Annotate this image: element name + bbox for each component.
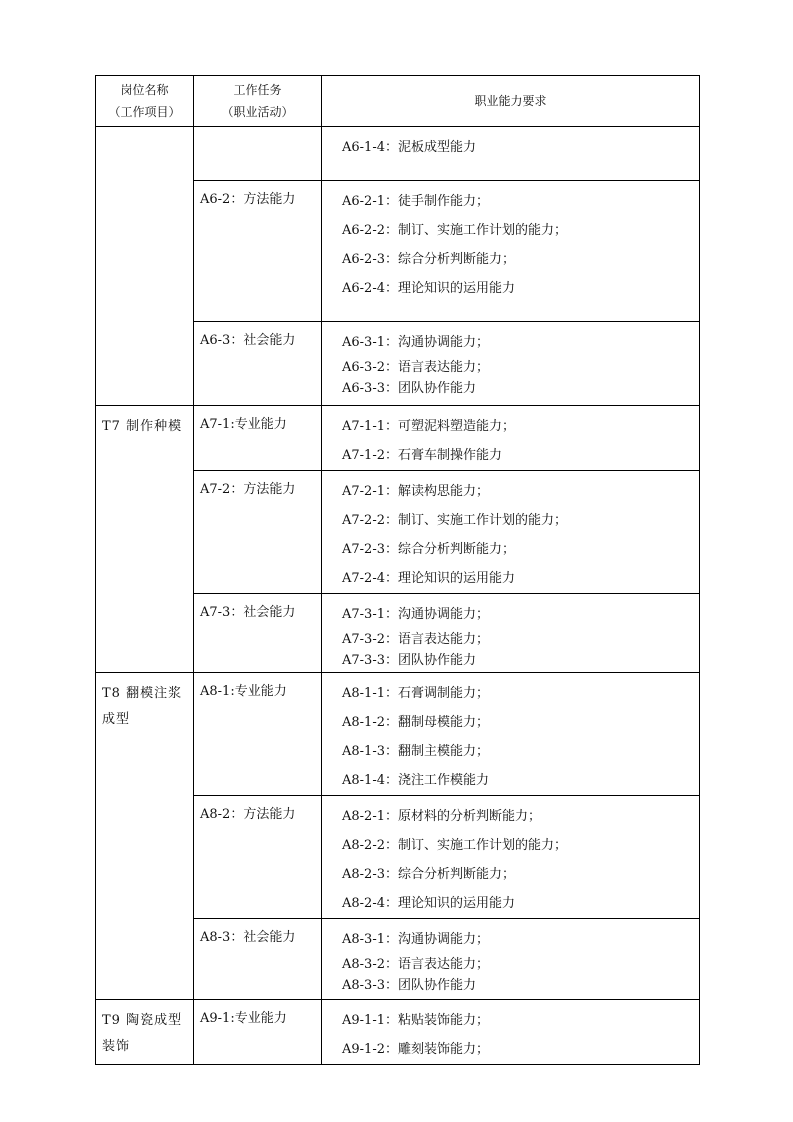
task-cell: A8-3：社会能力: [194, 919, 322, 1000]
task-cell: A7-3：社会能力: [194, 594, 322, 673]
req-item: A8-1-1：石膏调制能力；: [342, 686, 489, 701]
req-item: A8-2-4：理论知识的运用能力: [342, 896, 515, 911]
req-item: A8-1-4：浇注工作模能力: [342, 773, 489, 788]
table-row: [96, 1000, 700, 1065]
req-cell: [322, 322, 700, 406]
task-cell: A9-1:专业能力: [194, 1000, 322, 1065]
req-item: A7-3-2：语言表达能力；: [342, 632, 489, 647]
header-row: [96, 76, 700, 127]
req-item: A7-3-1：沟通协调能力；: [342, 607, 489, 622]
header-req: [322, 76, 700, 127]
req-item: A7-1-2：石膏车制操作能力: [342, 448, 502, 463]
req-item: A7-2-1：解读构思能力；: [342, 484, 489, 499]
header-req-label: 职业能力要求: [474, 94, 547, 108]
req-item: A6-3-1：沟通协调能力；: [342, 335, 489, 350]
req-item: A8-3-3：团队协作能力: [342, 978, 476, 993]
header-post-line2: （工作项目）: [108, 105, 181, 119]
req-item: A7-2-4：理论知识的运用能力: [342, 571, 515, 586]
req-cell: [322, 181, 700, 322]
task-cell: A6-2：方法能力: [194, 181, 322, 322]
task-cell: A6-3：社会能力: [194, 322, 322, 406]
req-item: A7-1-1：可塑泥料塑造能力；: [342, 419, 515, 434]
req-item: A8-2-2：制订、实施工作计划的能力；: [342, 838, 567, 853]
req-item: A8-2-1：原材料的分析判断能力；: [342, 809, 541, 824]
req-cell: [322, 471, 700, 594]
req-item: A8-1-2：翻制母模能力；: [342, 715, 489, 730]
req-item: A6-3-3：团队协作能力: [342, 381, 476, 396]
req-item: A7-2-3：综合分析判断能力；: [342, 542, 515, 557]
req-cell: [322, 594, 700, 673]
req-cell: [322, 673, 700, 796]
req-item: A6-2-2：制订、实施工作计划的能力；: [342, 223, 567, 238]
header-post-line1: 岗位名称: [120, 83, 169, 97]
req-item: A8-2-3：综合分析判断能力；: [342, 867, 515, 882]
req-item: A6-2-4：理论知识的运用能力: [342, 281, 515, 296]
post-cell: T9 陶瓷成型装饰: [96, 1000, 194, 1065]
header-post: [96, 76, 194, 127]
req-item: A7-3-3：团队协作能力: [342, 653, 476, 668]
req-cell: [322, 127, 700, 181]
req-item: A9-1-2：雕刻装饰能力；: [342, 1042, 489, 1057]
table-row: [96, 406, 700, 471]
req-item: A8-3-1：沟通协调能力；: [342, 932, 489, 947]
task-cell: A8-2：方法能力: [194, 796, 322, 919]
task-cell: A7-2：方法能力: [194, 471, 322, 594]
req-item: A6-2-1：徒手制作能力；: [342, 194, 489, 209]
req-cell: [322, 796, 700, 919]
req-item: A6-2-3：综合分析判断能力；: [342, 252, 515, 267]
req-item: A6-1-4：泥板成型能力: [342, 140, 476, 155]
req-cell: [322, 406, 700, 471]
header-task-line1: 工作任务: [233, 83, 282, 97]
table-row: [96, 673, 700, 796]
req-item: A8-3-2：语言表达能力；: [342, 957, 489, 972]
task-cell: [194, 127, 322, 181]
post-cell: T8 翻模注浆成型: [96, 673, 194, 1000]
post-cell: T7 制作种模: [96, 406, 194, 673]
header-task-line2: （职业活动）: [221, 105, 294, 119]
post-cell: [96, 127, 194, 406]
req-item: A9-1-1：粘贴装饰能力；: [342, 1013, 489, 1028]
req-cell: [322, 919, 700, 1000]
task-cell: A7-1:专业能力: [194, 406, 322, 471]
req-item: A7-2-2：制订、实施工作计划的能力；: [342, 513, 567, 528]
table-row: [96, 127, 700, 181]
req-cell: [322, 1000, 700, 1065]
req-item: A6-3-2：语言表达能力；: [342, 360, 489, 375]
header-task: [194, 76, 322, 127]
competency-table: [95, 75, 700, 1065]
req-item: A8-1-3：翻制主模能力；: [342, 744, 489, 759]
task-cell: A8-1:专业能力: [194, 673, 322, 796]
